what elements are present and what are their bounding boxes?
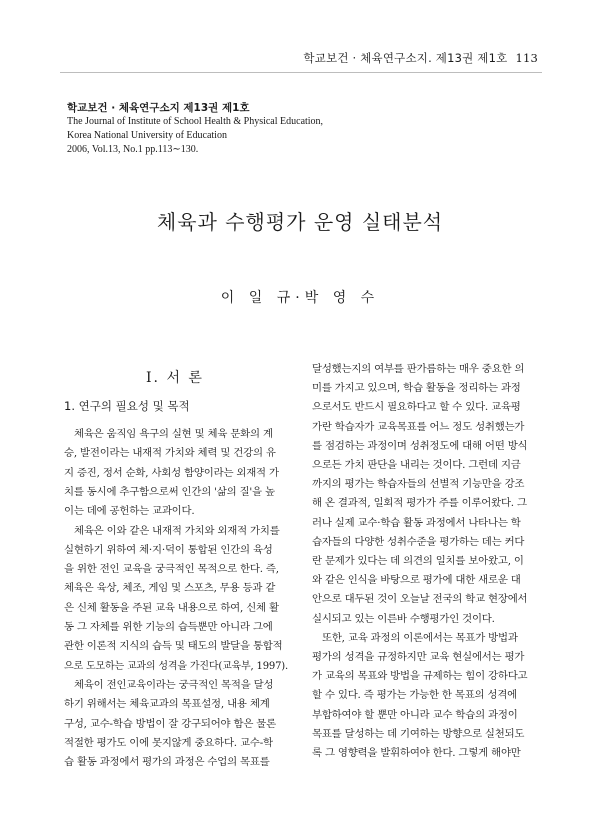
text-line: 치를 동시에 추구함으로써 인간의 '삶의 질'을 높 [64, 485, 275, 498]
text-line: 동 그 자체를 위한 기능의 습득뿐만 아니라 그에 [64, 621, 273, 633]
text-line: 또한, 교육 과정의 이론에서는 목표가 방법과 [322, 631, 518, 644]
text-line: 으로든 가치 판단을 내리는 것이다. 그런데 지금 [312, 459, 521, 471]
paper-title: 체육과 수행평가 운영 실태분석 [156, 210, 444, 234]
text-line: 으로 도모하는 교과의 성격을 가진다(교육부, 1997). [64, 659, 288, 672]
citation: 2006, Vol.13, No.1 pp.113∼130. [67, 144, 199, 155]
text-line: 습 활동 과정에서 평가의 과정은 수업의 목표를 [64, 756, 270, 769]
text-line: 부합하여야 할 뿐만 아니라 교수 학습의 과정이 [312, 708, 518, 721]
text-line: 실시되고 있는 이른바 수행평가인 것이다. [312, 612, 495, 625]
text-line: 를 점검하는 과정이며 성취정도에 대해 어떤 방식 [312, 439, 528, 452]
text-line: 미를 가지고 있으며, 학습 활동을 정리하는 과정 [312, 382, 521, 395]
text-line: 적절한 평가도 이에 못지않게 중요하다. 교수-학 [64, 736, 273, 749]
text-line: 러나 실제 교수·학습 활동 과정에서 나타나는 학 [312, 516, 521, 529]
page-number: 113 [515, 51, 538, 65]
subsection-heading: 1. 연구의 필요성 및 목적 [64, 399, 190, 413]
text-line: 습자들의 다양한 성취수준을 평가하는 데는 커다 [312, 535, 525, 548]
text-line: 가란 학습자가 교육목표를 어느 정도 성취했는가 [312, 420, 525, 433]
running-head-journal: 학교보건 · 체육연구소지. 제13권 제1호 [303, 51, 508, 65]
text-line: 을 위한 전인 교육을 궁극적인 목적으로 한다. 즉, [64, 563, 279, 576]
text-line: 평가의 성격을 규정하지만 교육 현실에서는 평가 [312, 651, 525, 663]
text-line: 체육은 육상, 체조, 게임 및 스포츠, 무용 등과 같 [64, 582, 276, 595]
journal-meta [67, 101, 323, 157]
text-line: 하기 위해서는 체육교과의 목표설정, 내용 체계 [64, 698, 270, 711]
text-line: 구성, 교수-학습 방법이 잘 강구되어야 함은 물론 [64, 717, 276, 730]
journal-korean: 학교보건 · 체육연구소지 제13권 제1호 [67, 102, 250, 114]
text-line: 실현하기 위하여 체·지·덕이 통합된 인간의 육성 [64, 543, 273, 556]
header-rule [60, 72, 542, 73]
institution: Korea National University of Education [67, 130, 227, 141]
text-line: 체육은 이와 같은 내재적 가치와 외재적 가치를 [74, 524, 280, 537]
text-line: 달성했는지의 여부를 판가름하는 매우 중요한 의 [312, 363, 525, 375]
text-line: 지 증진, 정서 순화, 사회성 함양이라는 외재적 가 [64, 466, 279, 479]
text-line: 란 문제가 있다는 데 의견의 일치를 보아왔고, 이 [312, 555, 524, 567]
text-line: 승, 발전이라는 내재적 가치와 체력 및 건강의 유 [64, 447, 276, 460]
text-line: 해 온 결과적, 일회적 평가가 주를 이루어왔다. 그 [312, 497, 527, 510]
text-line: 체육이 전인교육이라는 궁극적인 목적을 달성 [74, 678, 274, 691]
text-line: 까지의 평가는 학습자들의 선별적 기능만을 강조 [312, 478, 525, 491]
text-line: 목표를 달성하는 데 기여하는 방향으로 실천되도 [312, 727, 525, 740]
text-line: 관한 이론적 지식의 습득 및 태도의 발달을 통합적 [64, 640, 283, 653]
text-line: 은 신체 활동을 주된 교육 내용으로 하여, 신체 활 [64, 601, 279, 614]
text-line: 가 교육의 목표와 방법을 규제하는 힘이 강하다고 [312, 670, 528, 683]
text-line: 할 수 있다. 즉 평가는 가능한 한 목표의 성격에 [312, 689, 517, 702]
text-line: 안으로 대두된 것이 오늘날 전국의 학교 현장에서 [312, 593, 528, 606]
text-line: 록 그 영향력을 발휘하여야 한다. 그렇게 해야만 [312, 747, 521, 759]
text-line: 체육은 움직임 욕구의 실현 및 체육 문화의 계 [74, 428, 273, 440]
text-line: 으로서도 반드시 필요하다고 할 수 있다. 교육평 [312, 401, 521, 414]
section-heading: Ⅰ. 서 론 [146, 370, 204, 386]
running-head [303, 50, 538, 66]
paper-authors: 이 일 규·박 영 수 [220, 290, 380, 306]
text-line: 이는 데에 공헌하는 교과이다. [64, 505, 195, 518]
journal-english: The Journal of Institute of School Health & Physical Education, [67, 116, 324, 127]
text-line: 와 같은 인식을 바탕으로 평가에 대한 새로운 대 [312, 574, 521, 587]
